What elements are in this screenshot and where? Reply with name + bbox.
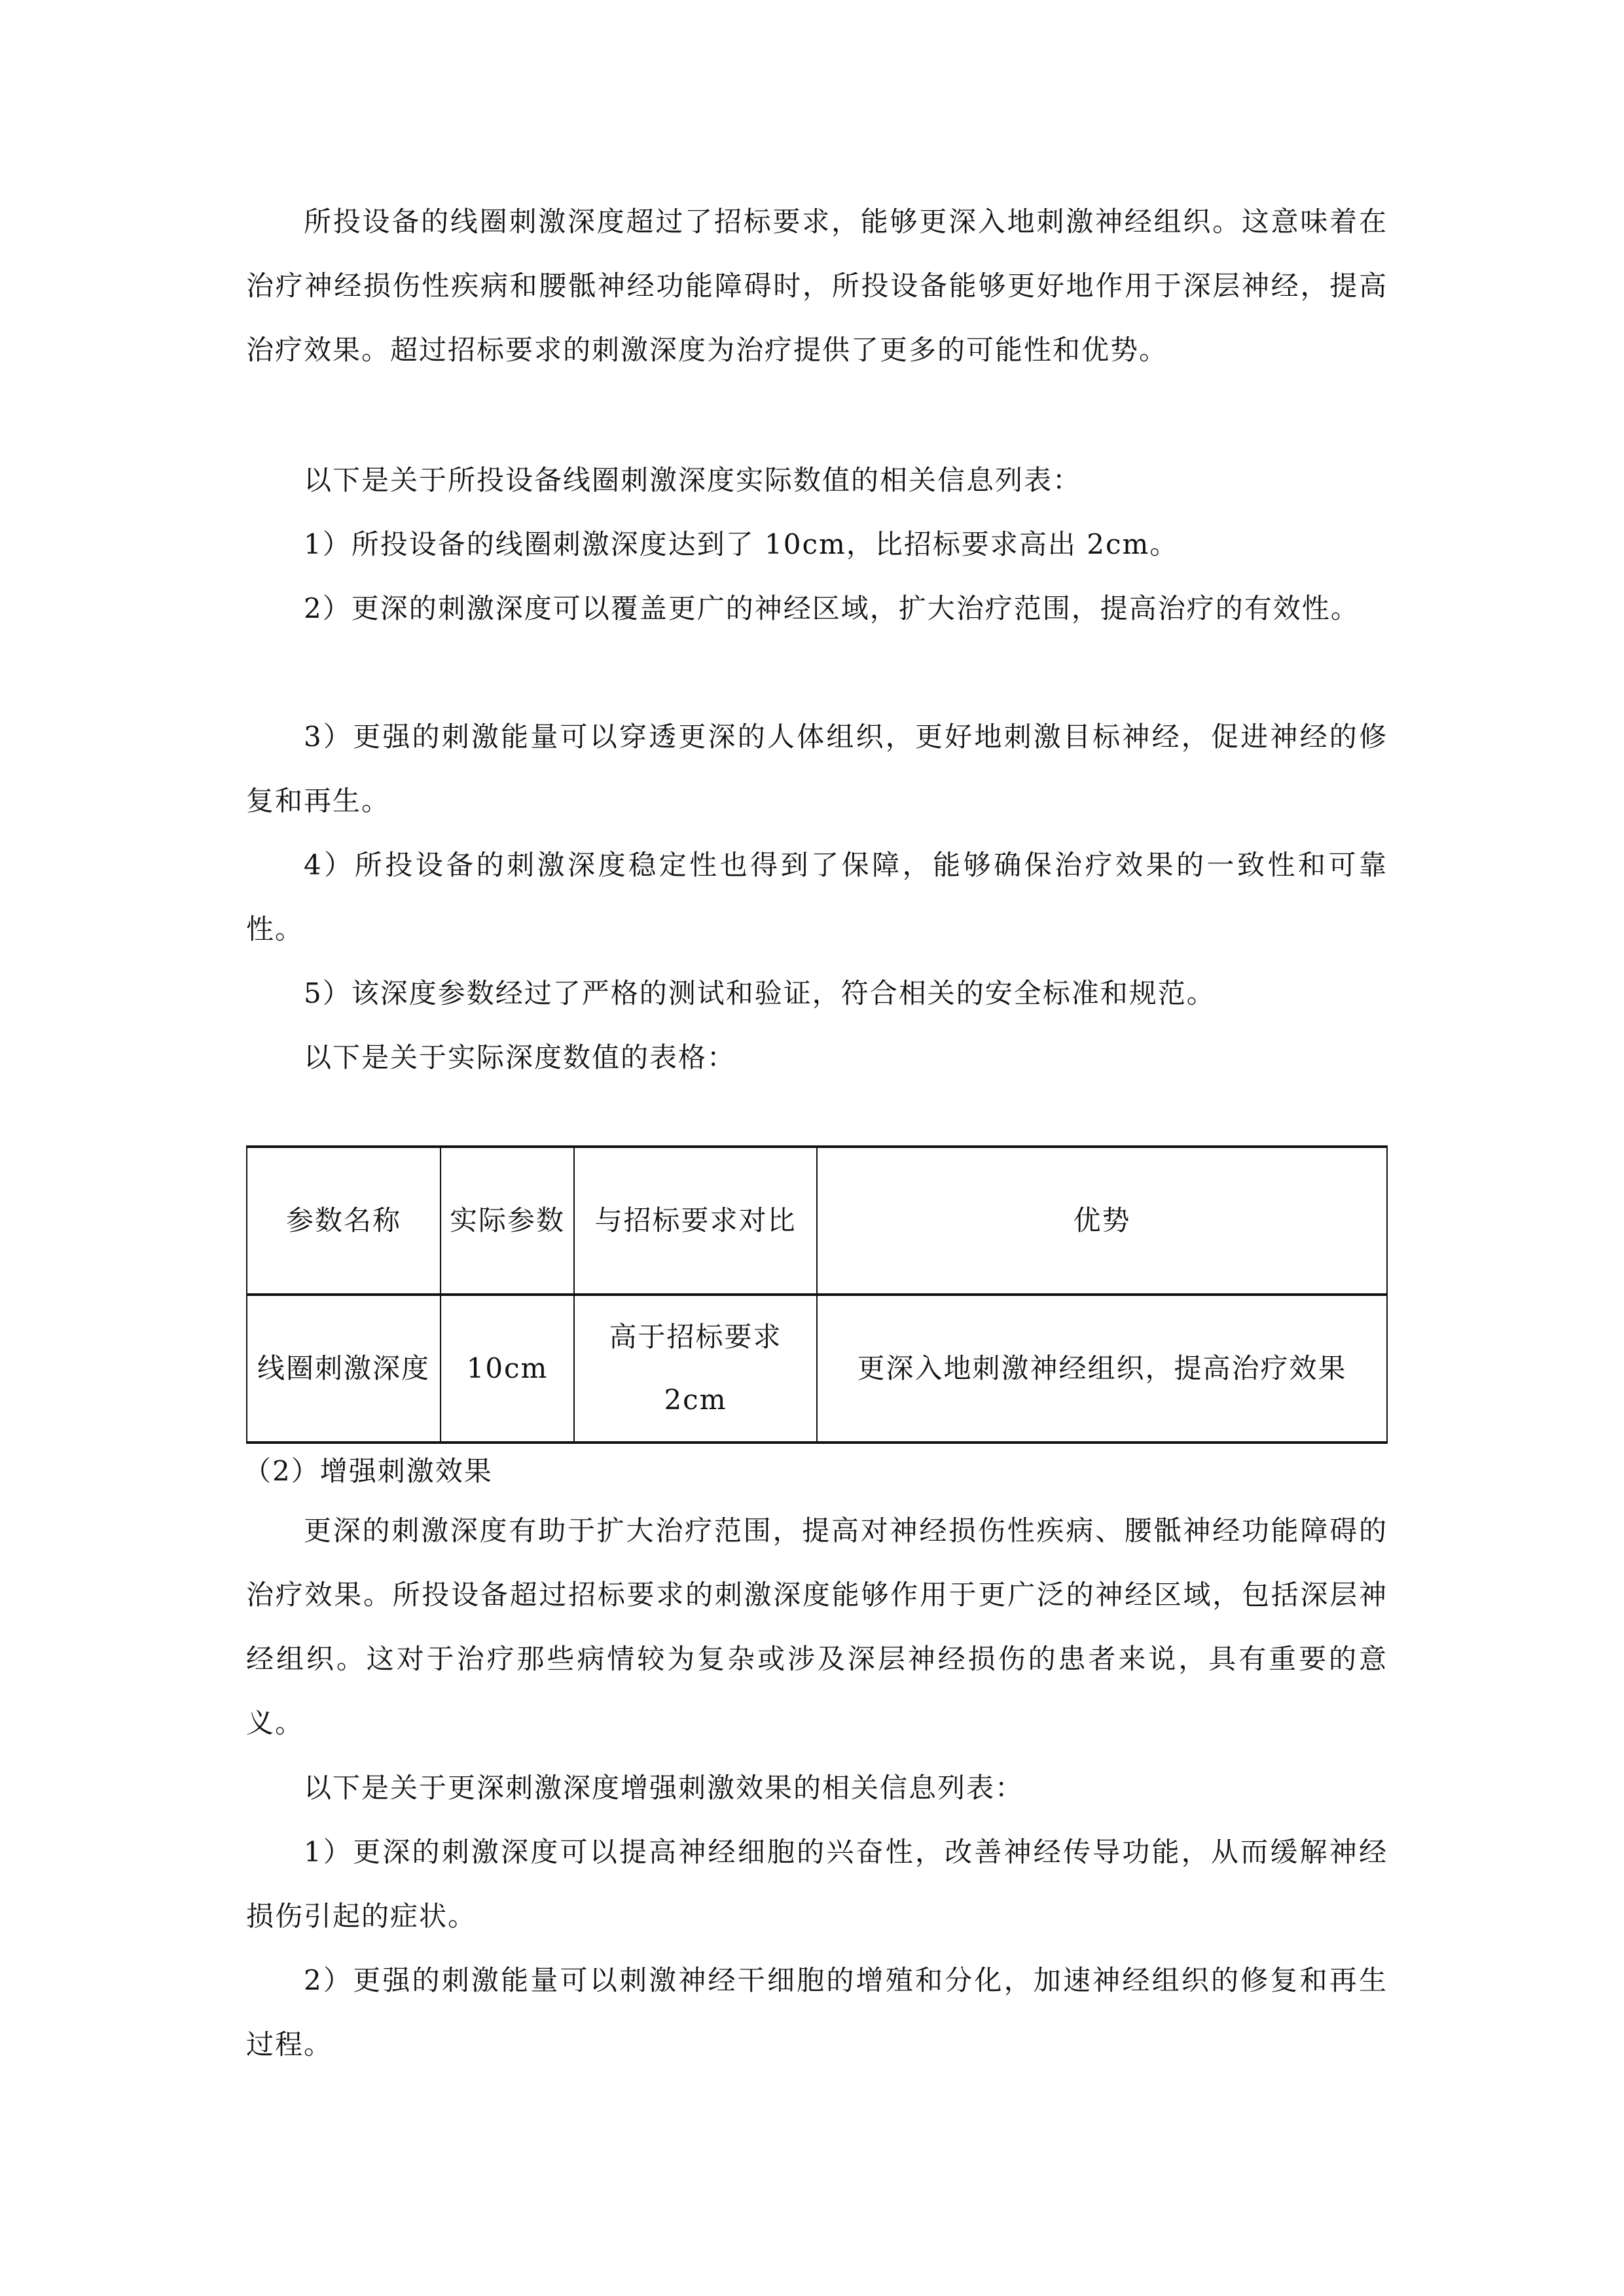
section-heading: （2）增强刺激效果 xyxy=(244,1455,493,1487)
table-cell: 更深入地刺激神经组织，提高治疗效果 xyxy=(817,1295,1387,1443)
list-item-2: 2）更深的刺激深度可以覆盖更广的神经区域，扩大治疗范围，提高治疗的有效性。 xyxy=(304,592,1360,624)
depth-table xyxy=(246,1145,1388,1444)
list-item-5: 5）该深度参数经过了严格的测试和验证，符合相关的安全标准和规范。 xyxy=(304,977,1216,1009)
paragraph-intro: 所投设备的线圈刺激深度超过了招标要求，能够更深入地刺激神经组织。这意味着在治疗神经损伤性疾病和腰骶神经功能障碍时，所投设备能够更好地作用于深层神经，提高治疗效果。超过招标要求的刺激深度为治疗提供了更多的可能性和优势。 xyxy=(246,206,1388,366)
list-item-3: 3）更强的刺激能量可以穿透更深的人体组织，更好地刺激目标神经，促进神经的修复和再生。 xyxy=(246,721,1388,817)
table-row xyxy=(247,1295,1387,1443)
paragraph-list-intro: 以下是关于所投设备线圈刺激深度实际数值的相关信息列表： xyxy=(304,464,1082,496)
table-header-cell: 与招标要求对比 xyxy=(574,1147,817,1295)
paragraph-effect: 更深的刺激深度有助于扩大治疗范围，提高对神经损伤性疾病、腰骶神经功能障碍的治疗效果。所投设备超过招标要求的刺激深度能够作用于更广泛的神经区域，包括深层神经组织。这对于治疗那些病情较为复杂或涉及深层神经损伤的患者来说，具有重要的意义。 xyxy=(246,1515,1388,1739)
list-item-4: 4）所投设备的刺激深度稳定性也得到了保障，能够确保治疗效果的一致性和可靠性。 xyxy=(246,849,1388,945)
table-header-row xyxy=(247,1147,1387,1295)
table-header-cell: 优势 xyxy=(817,1147,1387,1295)
effect-list-item-2: 2）更强的刺激能量可以刺激神经干细胞的增殖和分化，加速神经组织的修复和再生过程。 xyxy=(246,1964,1388,2060)
table-header-cell: 实际参数 xyxy=(441,1147,574,1295)
paragraph-table-intro: 以下是关于实际深度数值的表格： xyxy=(304,1041,736,1073)
effect-list-item-1: 1）更深的刺激深度可以提高神经细胞的兴奋性，改善神经传导功能，从而缓解神经损伤引起的症状。 xyxy=(246,1836,1388,1932)
table-cell: 10cm xyxy=(441,1295,574,1443)
list-item-1: 1）所投设备的线圈刺激深度达到了 10cm，比招标要求高出 2cm。 xyxy=(304,528,1179,560)
table-cell: 高于招标要求 2cm xyxy=(574,1295,817,1443)
paragraph-effect-list-intro: 以下是关于更深刺激深度增强刺激效果的相关信息列表： xyxy=(304,1772,1024,1804)
table-header-cell: 参数名称 xyxy=(247,1147,441,1295)
table-cell: 线圈刺激深度 xyxy=(247,1295,441,1443)
